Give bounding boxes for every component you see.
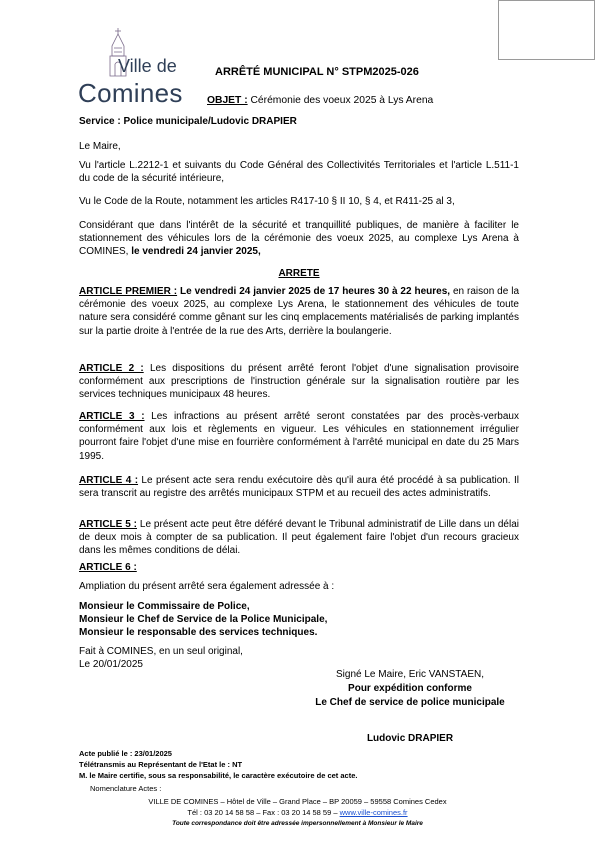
date-line: Le 20/01/2025: [79, 659, 143, 670]
article-1-bold: Le vendredi 24 janvier 2025 de 17 heures 30 à 22 heures,: [177, 286, 451, 297]
article-5-label: ARTICLE 5 :: [79, 519, 138, 530]
document-title: ARRÊTÉ MUNICIPAL N° STPM2025-026: [215, 66, 419, 78]
recipient-1: Monsieur le Commissaire de Police,: [79, 601, 250, 612]
article-4: [79, 474, 519, 500]
city-logo: [78, 26, 198, 106]
considerant-text: Considérant que dans l'intérêt de la sécurité et tranquillité publiques, de manière à faciliter le stationnement des véhicules lors de la cérémonie des voeux 2025, au complexe Lys Arena à COMINES,: [79, 220, 519, 258]
certification: M. le Maire certifie, sous sa responsabilité, le caractère exécutoire de cet acte.: [79, 771, 358, 780]
article-3-text: Les infractions au présent arrêté seront constatées par des procès-verbaux conformément aux lois et règlements en vigueur. Les véhicules en stationnement irrégulier pourront faire l'objet d'une mise en fourrière conformément à l'arrêté municipal en date du 25 Mars 1995.: [79, 411, 519, 462]
objet-text: Cérémonie des voeux 2025 à Lys Arena: [247, 95, 434, 106]
article-3: [79, 410, 519, 463]
article-1-label: ARTICLE PREMIER :: [79, 286, 178, 297]
footer-contact: [0, 808, 595, 817]
objet-line: [207, 95, 433, 106]
vu-paragraph-2: Vu le Code de la Route, notamment les articles R417-10 § II 10, § 4, et R411-25 al 3,: [79, 196, 455, 207]
signature-line-2: Pour expédition conforme: [348, 683, 472, 694]
nomenclature: Nomenclature Actes :: [90, 784, 162, 793]
vu-paragraph-1: Vu l'article L.2212-1 et suivants du Code Général des Collectivités Territoriales et l'article L.511-1 du code de la sécurité intérieure,: [79, 160, 519, 185]
stamp-box: [498, 0, 595, 60]
website-link[interactable]: www.ville-comines.fr: [339, 808, 408, 817]
signature-line-3: Le Chef de service de police municipale: [315, 697, 505, 708]
recipient-2: Monsieur le Chef de Service de la Police Municipale,: [79, 614, 328, 625]
service-line: Service : Police municipale/Ludovic DRAPIER: [79, 116, 297, 127]
footer-phone: Tél : 03 20 14 58 58 – Fax : 03 20 14 58 59 –: [187, 808, 340, 817]
fait-line: Fait à COMINES, en un seul original,: [79, 646, 243, 657]
arrete-heading: ARRETE: [278, 268, 320, 279]
considerant-date: le vendredi 24 janvier 2025,: [131, 246, 261, 258]
objet-label: OBJET :: [207, 95, 248, 106]
teletransmission: Télétransmis au Représentant de l'Etat le : NT: [79, 760, 243, 769]
article-6-label: ARTICLE 6 :: [79, 562, 137, 573]
publication-date: Acte publié le : 23/01/2025: [79, 749, 172, 758]
recipient-3: Monsieur le responsable des services techniques.: [79, 627, 318, 638]
considerant-paragraph: [79, 219, 519, 259]
ampliation-line: Ampliation du présent arrêté sera également adressée à :: [79, 581, 335, 592]
article-3-label: ARTICLE 3 :: [79, 411, 145, 422]
article-5-text: Le présent acte peut être déféré devant le Tribunal administratif de Lille dans un délai de deux mois à compter de sa publication. Il peut également faire l'objet d'un recours gracieux dans les mêmes conditions de délai.: [79, 519, 519, 557]
article-4-label: ARTICLE 4 :: [79, 475, 139, 486]
logo-line1: Ville de: [118, 56, 177, 76]
article-6: [79, 561, 519, 574]
signature-line-1: Signé Le Maire, Eric VANSTAEN,: [335, 669, 484, 680]
article-2-label: ARTICLE 2 :: [79, 363, 144, 374]
article-5: [79, 518, 519, 558]
logo-line2: Comines: [78, 78, 183, 108]
article-4-text: Le présent acte sera rendu exécutoire dès qu'il aura été procédé à sa publication. Il sera transcrit au registre des arrêtés municipaux STPM et au recueil des actes administratifs.: [79, 475, 519, 500]
article-2: [79, 362, 519, 402]
footer-note: Toute correspondance doit être adressée impersonnellement à Monsieur le Maire: [172, 820, 423, 827]
signatory-name: Ludovic DRAPIER: [366, 733, 454, 744]
footer-address: VILLE DE COMINES – Hôtel de Ville – Grand Place – BP 20059 – 59558 Comines Cedex: [148, 797, 447, 806]
article-1: [79, 285, 519, 338]
article-1-text: en raison de la cérémonie des voeux 2025, au complexe Lys Arena, le stationnement des véhicules de toute nature sera considéré comme gênant sur les cinq emplacements matérialisés de parking implantés sur la partie droite à l'entrée de la rue des Arts, derrière la boulangerie.: [79, 286, 520, 337]
article-2-text: Les dispositions du présent arrêté feront l'objet d'une signalisation provisoire conformément aux prescriptions de l'instruction générale sur la signalisation routière par les services techniques municipaux 48 heures.: [79, 363, 519, 401]
salutation: Le Maire,: [79, 141, 121, 152]
